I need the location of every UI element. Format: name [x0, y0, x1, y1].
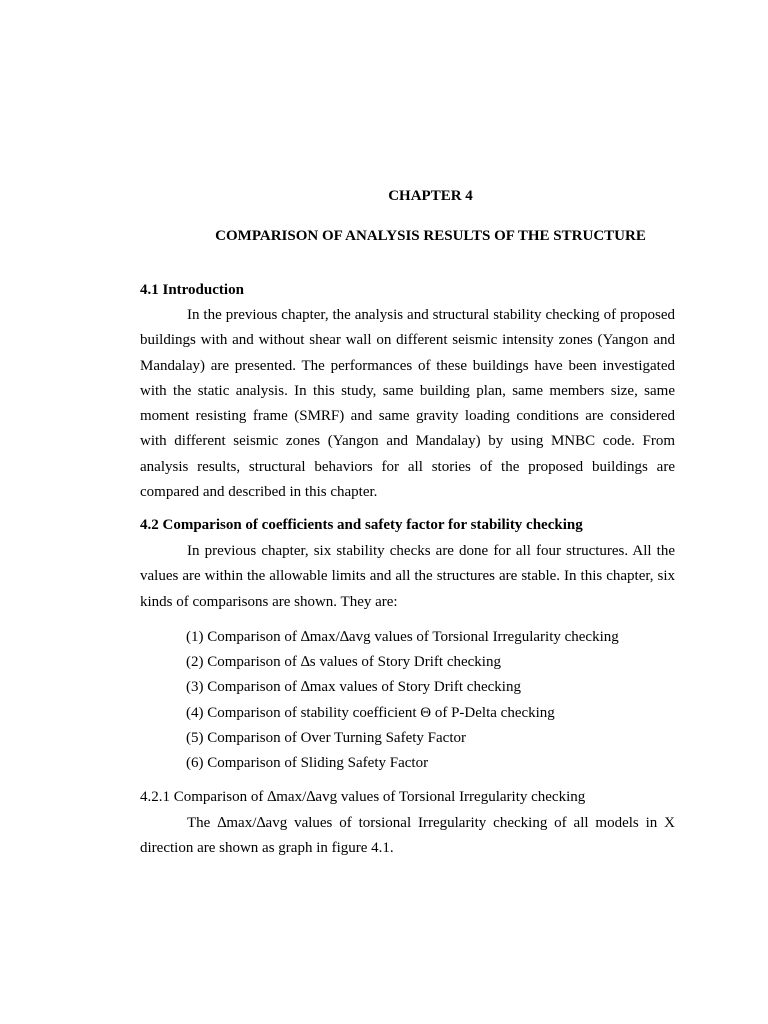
list-item	[186, 652, 619, 677]
list-item-number: (2)	[186, 654, 204, 671]
section-heading-4-2: 4.2 Comparison of coefficients and safety factor for stability checking	[140, 517, 583, 533]
section-4-1-paragraph: In the previous chapter, the analysis and structural stability checking of proposed buildings with and without shear wall on different seismic intensity zones (Yangon and Mandalay) are presented. The performances of these buildings have been investigated with the static analysis. In this study, same building plan, same members size, same moment resisting frame (SMRF) and same gravity loading conditions are considered with different seismic zones (Yangon and Mandalay) by using MNBC code. From analysis results, structural behaviors for all stories of the proposed buildings are compared and described in this chapter.	[140, 307, 675, 501]
chapter-label: CHAPTER 4	[388, 188, 473, 204]
list-item-number: (3)	[186, 679, 204, 696]
list-item	[186, 703, 619, 728]
section-heading-4-2-1: 4.2.1 Comparison of ∆max/∆avg values of Torsional Irregularity checking	[140, 789, 586, 805]
list-item-text: Comparison of ∆s values of Story Drift checking	[207, 654, 501, 671]
list-item-number: (5)	[186, 729, 204, 746]
section-heading-4-1: 4.1 Introduction	[140, 282, 244, 298]
section-4-2-paragraph: In previous chapter, six stability checks are done for all four structures. All the values are within the allowable limits and all the structures are stable. In this chapter, six kinds of comparisons are shown. They are:	[140, 543, 675, 610]
list-item	[186, 728, 619, 753]
section-4-2-1-paragraph: The ∆max/∆avg values of torsional Irregularity checking of all models in X direction are shown as graph in figure 4.1.	[140, 815, 675, 857]
list-item-text: Comparison of ∆max/∆avg values of Torsional Irregularity checking	[207, 629, 619, 645]
list-item-text: Comparison of stability coefficient Θ of P-Delta checking	[207, 704, 555, 721]
comparison-list	[186, 627, 619, 778]
list-item	[186, 677, 619, 702]
list-item	[186, 627, 619, 652]
list-item-number: (4)	[186, 704, 204, 721]
list-item-number: (6)	[186, 754, 204, 771]
list-item-text: Comparison of Sliding Safety Factor	[207, 754, 429, 771]
list-item	[186, 753, 619, 778]
list-item-text: Comparison of Over Turning Safety Factor	[207, 729, 466, 746]
chapter-title: COMPARISON OF ANALYSIS RESULTS OF THE STRUCTURE	[215, 228, 646, 244]
list-item-text: Comparison of ∆max values of Story Drift checking	[207, 679, 521, 696]
list-item-number: (1)	[186, 629, 204, 645]
